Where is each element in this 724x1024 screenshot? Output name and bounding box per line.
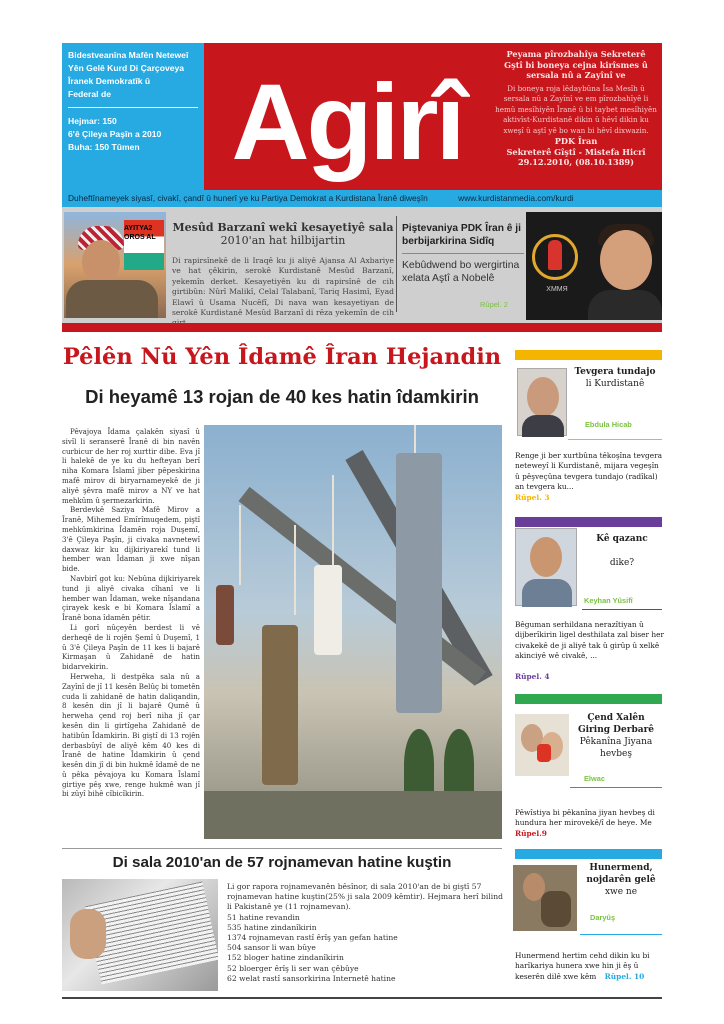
figure [396,453,442,713]
teaser-excerpt: Pêwîstiya bi pêkanîna jiyan hevbeş di hundura her mirovekê/î de heye. Me [515,808,655,828]
figure [314,565,342,655]
teaser-color-bar [515,350,662,360]
couple-photo [515,714,569,776]
newspaper-photo [62,879,218,991]
palm-tree [404,729,434,799]
issue-date: 6'ê Çileya Paşîn a 2010 [68,129,162,139]
main-subheadline: Di heyamê 13 rojan de 40 kes hatin îdamkirin [85,386,479,407]
article-paragraph: Herweha, li destpêka sala nû a Zayînî de jî 11 kesên Belûç bi tometên cuda li zahidanê de hatin daliqandin, 8 kesên din jî li bajarê Qumê û herweha çend roj berî niha jî çar kesên din li girtîgeha Zahidanê de hatibûn Îdamkirin. Bi giştî di 13 rojên derbasbûyî de aliyê kêm 40 kes di Îranê de hatine Îdamkirin û çend kesên din jî di bin hukmê îdamê de ne û pêka pêvajoya ku Komara Îslamî girtiye pêş xwe, renge hukmê wan jî bi zûyî bihê cîbicîkirin. [62,671,200,799]
journalists-headline[interactable]: Di sala 2010'an de 57 rojnamevan hatine kuştin [112,854,452,871]
stat-line: 51 hatine revandin [227,912,300,922]
teaser-rule [582,609,662,610]
figure [262,625,298,785]
teaser1-title[interactable]: Mesûd Barzanî wekî kesayetiyê sala [172,221,394,234]
body-shape [522,415,564,437]
teaser-title[interactable] [582,533,662,569]
figure [216,585,234,645]
stat-line: 62 welat rastî sansorkirina Internetê hatine [227,973,396,983]
teaser-color-bar [515,517,662,527]
masthead-motto-line: Bidestveanîna Mafên Neteweî [68,50,189,60]
main-headline[interactable]: Pêlên Nû Yên Îdamê Îran Hejandin [62,344,502,370]
author-name: Ebdula Hicab [585,420,632,429]
masthead-motto-line: Federal de [68,89,111,99]
face-shape [527,377,559,417]
masthead-divider [68,107,198,108]
emblem-figure-icon [548,240,562,270]
greeting-date: 29.12.2010, (08.10.1389) [517,157,634,167]
stat-line: 504 sansor li wan bûye [227,943,316,953]
flag-caption: AYITYA2 OROS AL [124,225,156,241]
teaser-title-bold: Çend Xalên Giring Derbarê [577,713,655,735]
page-bottom-rule [62,997,662,999]
journalists-body [227,882,503,984]
artist-photo [513,865,577,931]
author-name: Keyhan Yûsifî [584,596,633,605]
teaser1-subtitle: 2010'an hat hilbijartin [220,234,346,247]
website-link[interactable]: www.kurdistanmedia.com/kurdi [458,193,574,203]
teaser-excerpt: Hunermend hertim cehd dikin ku bi harîkariya hunera xwe hin ji êş û keserên dilê xwe kêm [515,951,650,981]
teaser-title[interactable] [568,366,662,390]
teaser-title-rest: li Kurdistanê [585,379,645,389]
execution-photo [204,425,502,839]
masthead-motto-line: Îranek Demokratîk û [68,76,151,86]
issue-number: Hejmar: 150 [68,116,117,126]
author-name: Daryûş [590,913,616,922]
rose-icon [537,744,551,762]
teaser-title-bold: Hunermend, nojdarên gelê [586,863,656,885]
masthead-info [62,43,204,190]
teaser-excerpt: Renge ji ber xurtbûna têkoşîna tevgera neteweyî li Kurdistanê, mijara vegeşîn û pêşveçûna tevgera tundajo (radîkal) an tevgera ku... [515,451,663,492]
greeting-role: Sekreterê Gîştî - Mistefa Hicrî [506,146,646,157]
teaser2-title[interactable]: Piştevaniya PDK Îran ê ji berbijarkirina Sidîq [402,223,521,247]
emblem-photo [526,212,662,320]
instrument-icon [541,891,571,927]
section-rule [62,323,662,332]
teaser-text [515,451,665,503]
greeting-org: PDK Îran [554,136,598,146]
page-ref[interactable]: Rûpel. 4 [515,672,550,682]
teaser-text [515,808,665,839]
emblem-caption: ХММЯ [546,286,568,293]
teaser-color-bar [515,694,662,704]
section-rule [62,848,502,849]
masthead-motto-line: Yên Gelê Kurd Di Çarçoveya [68,63,185,73]
face-shape [82,240,120,284]
teaser2-rule [402,253,524,254]
page-ref[interactable]: Rûpel. 3 [515,492,550,502]
teaser-title-rest: Pêkanîna Jiyana hevbeş [579,737,653,759]
author-photo [517,368,567,436]
teaser-title-rest: dike? [609,558,635,568]
teaser1-body: Di rapirsînekê de li Iraqê ku ji aliyê Ajansa Al Axbariye ve hat çêkirin, serokê Kurdistanê Mesûd Barzanî, yekemîn derket. Kesayetiyên ku di rapirsînê de cih girtibûn: Nûrî Malikî, Celal Talabanî, Tariq Hasimî, Eyad Elawî û Usama Nucêfî, Di nava wan kesayetiyan de serokê Kurdistanê Mesûd Barzanî di rêza yekemîn de cih [172,256,394,318]
teaser-color-bar [515,849,662,859]
greeting-body: Di boneya roja lêdaybûna Îsa Mesîh û sersala nû a Zayînî ve em pîrozbahîyê li hemû mesîhiyên Îranê û bi taybet mesîhiyên aktivîst-Kurdistanê dikin û hêvî dikin ku xweşî û aştî yê bo wan bi hêvî dixwazin. [495,83,657,135]
journalists-intro: Li gor rapora rojnamevanên bêsînor, di sala 2010'an de bi giştî 57 rojnamevan hatine kuştin(25% ji sala 2009 kêmtir). Hejmara herî bilind li Pakistanê ye (11 rojnamevan). [227,882,503,912]
hand-shape [70,909,106,959]
teaser-title[interactable] [570,712,662,760]
teaser-rule [570,787,662,788]
issue-price: Buha: 150 Tûmen [68,142,140,152]
teaser-title[interactable] [580,862,662,898]
page-ref[interactable]: Rûpel.9 [515,828,547,838]
teaser-rule [580,934,662,935]
portrait-suit [588,290,662,320]
stat-line: 1374 rojnamevan rastî êrîş yan gefan hatine [227,933,398,943]
greeting-title: Peyama pîrozbahîya Sekreterê [506,49,646,59]
stat-line: 535 hatine zindanîkirin [227,922,317,932]
article-paragraph: Berdevkê Saziya Mafê Mirov a Îranê, Mihemed Emîrîmuqedem, piştî mehkûmkirina Îdamên roja Duşemî, 3'ê Çileya Paşîn, ji civaka navnetewî daxwaz kir ku dijkiriyarekî tund li hember wan Îdaman ji xwe nîşan bide. [62,505,200,574]
article-paragraph: Li gorî nûçeyên berdest li vê derheqê de li rojên Şemî û Duşemî, 1 û 3'ê Çileya Paşîn de 11 kes li bajarê Kirmaşan û Zahidanê de hatin bidarvekirin. [62,622,200,672]
palm-tree [444,729,474,799]
tagline-bar [62,190,662,207]
article-paragraph: Pêvajoya Îdama çalakên siyasî û sivîl li seranserê Îranê di bin navên curbicur de her roj xurttir dibe. Eva jî li halekê de ye ku du hefteyan berî niha Komara Îslamî jiber pêpeskirina mafê mirov di biryarnameyekê de ji aliyê şêvra mafê mirov a NY ve hat mehkûm û şermezarkirin. [62,427,200,505]
tagline-text: Duheftînameyek siyasî, civakî, çandî û hunerî ye ku Partiya Demokrat a Kurdistana Îranê diweşîn [68,193,428,203]
teaser2-body: Kebûdwend bo wergirtina xelata Aştî a Nobelê [402,260,520,284]
rope [239,505,241,585]
newspaper-logo: Agirî [231,61,463,182]
body-shape [522,579,572,607]
teaser-divider [396,216,397,312]
stat-line: 52 bloerger êrîş li ser wan çêbûye [227,963,359,973]
barzani-photo [64,212,166,318]
teaser-title-bold: Tevgera tundajo [574,367,656,377]
author-photo [515,528,577,606]
greeting-message [490,43,662,190]
body-shape [66,280,158,318]
teaser-text [515,620,665,682]
rope [294,525,296,615]
teaser-title-bold: Kê qazanc [596,534,648,544]
rope [414,425,416,455]
author-name: Elwac [584,774,605,783]
teaser-excerpt: Bêguman serhildana nerazîtiyan û dijberîkirin ligel desthilata zal biser her civakekê de ji aliyê tak û girûp û xelkê akinciyê wê civakê, ... [515,620,665,661]
teaser-rule [568,439,662,440]
article-paragraph: Navbirî got ku: Nebûna dijkiriyarek tund ji aliyê civaka cîhanî ve li hember wan Îdaman, weke nîşandana çirayek kesk e bi Komara Îslamî a Îranê bona îdamên pêtir. [62,573,200,623]
main-article-body [62,427,200,799]
face-shape [530,537,562,577]
stat-line: 152 bloger hatine zindanîkirin [227,953,344,963]
ground [204,791,502,839]
teaser-title-rest: xwe ne [604,887,638,897]
page-ref[interactable]: Rûpel. 10 [604,971,645,981]
greeting-subtitle: Gştî bi boneya cejna kirîsmes û sersala nû a Zayînî ve [504,59,648,80]
teaser2-page-ref[interactable]: Rûpel. 2 [480,300,508,309]
teaser-text [515,951,665,982]
portrait-face [600,230,652,290]
